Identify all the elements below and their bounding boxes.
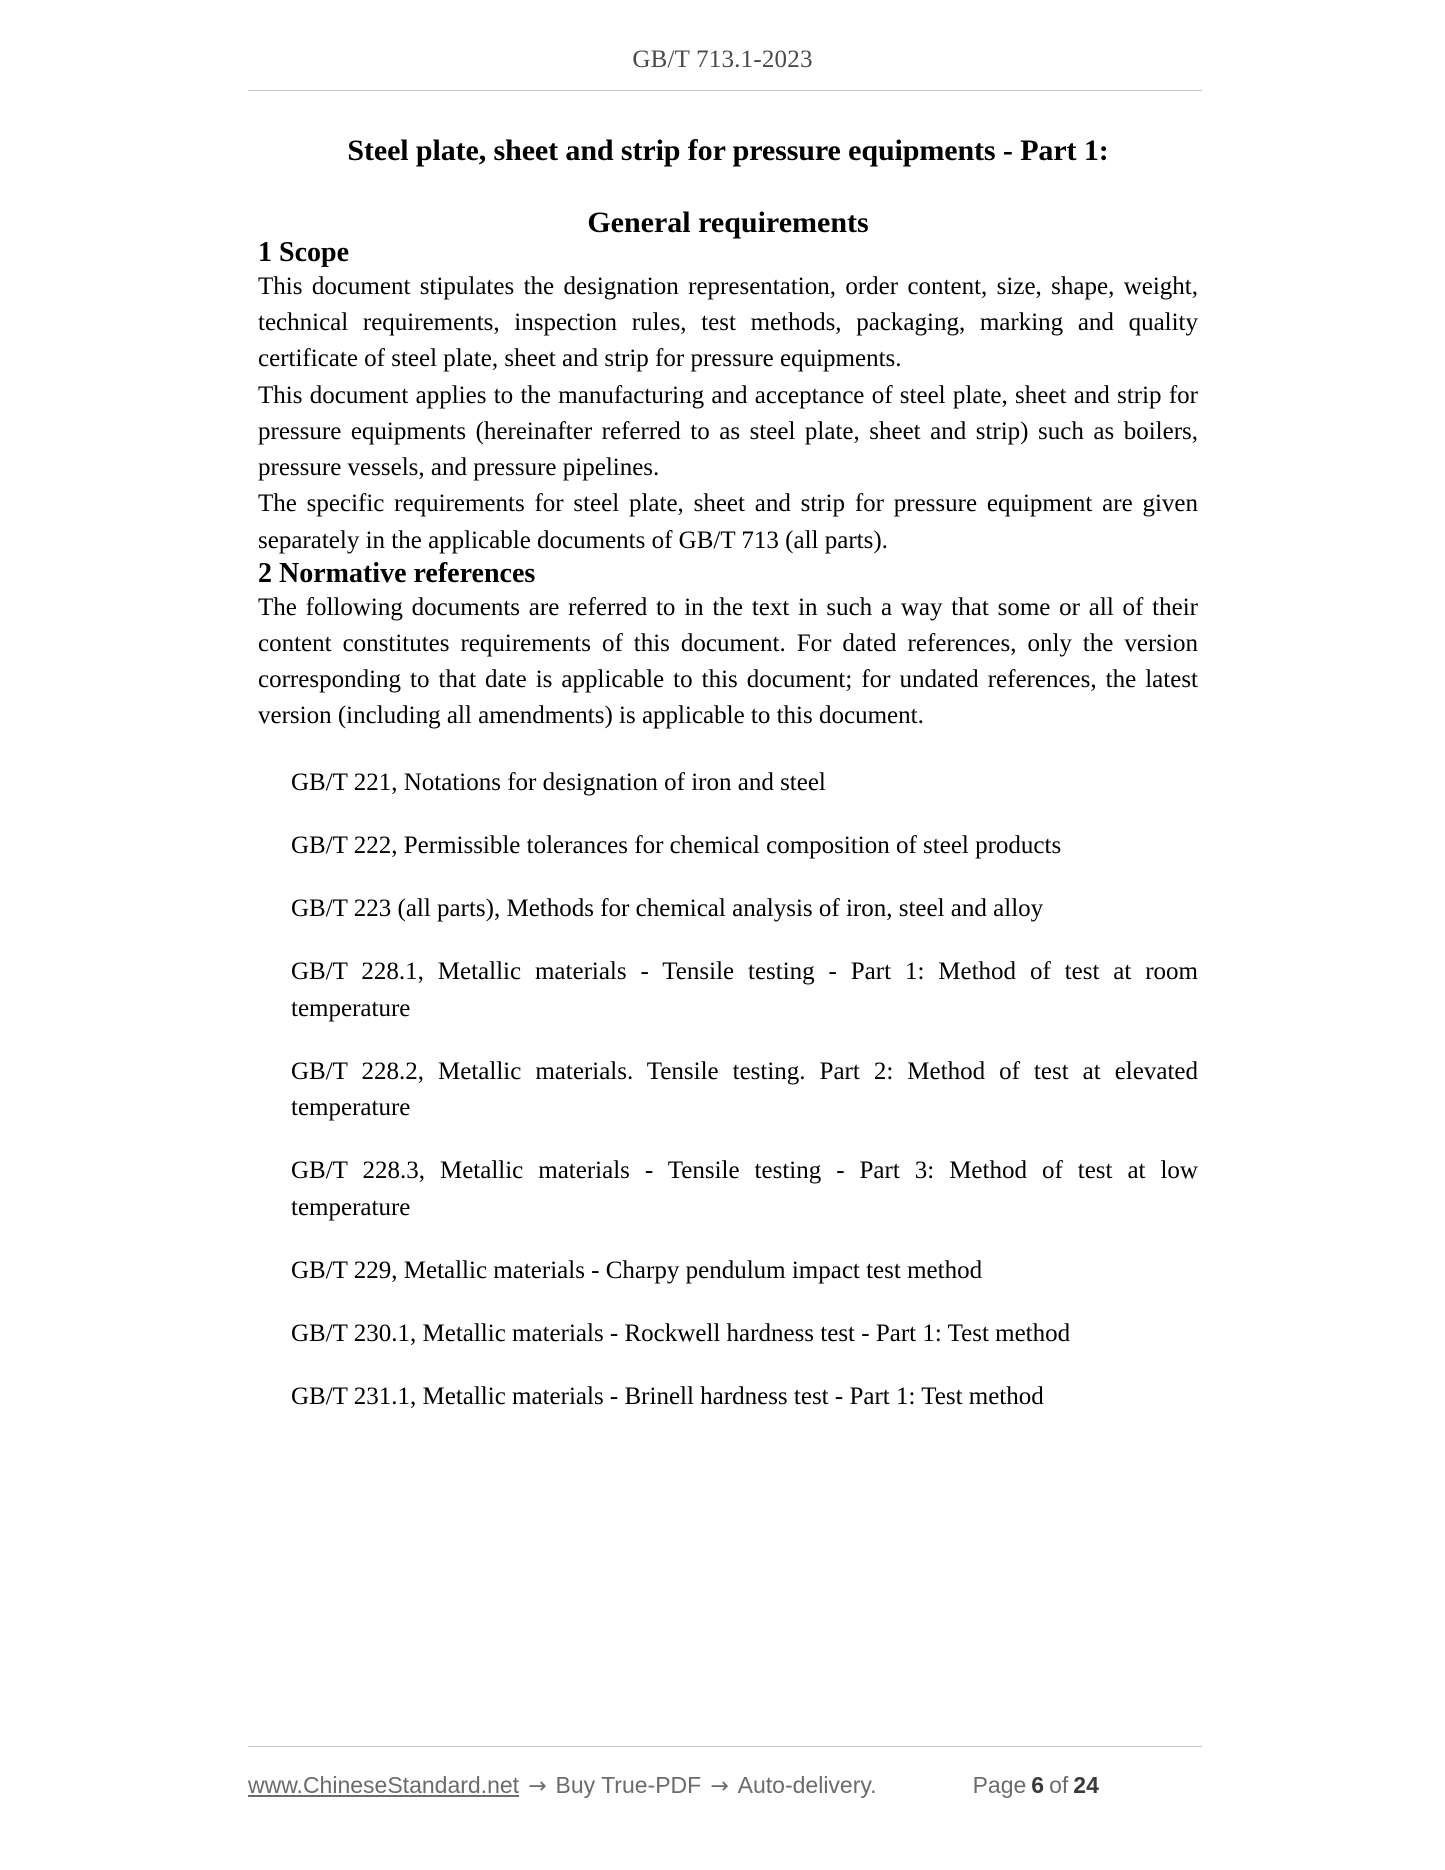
list-item: GB/T 223 (all parts), Methods for chemical analysis of iron, steel and alloy [291, 895, 1044, 923]
list-item: GB/T 228.1, Metallic materials - Tensile testing - Part 1: Method of test at room temperature [291, 958, 1198, 1022]
scope-paragraph-2: This document applies to the manufacturing and acceptance of steel plate, sheet and strip for pressure equipments (hereinafter referred to as steel plate, sheet and strip) such as boilers, pressure vessels, and pressure pipelines. [258, 381, 1198, 482]
scope-paragraph-1: This document stipulates the designation representation, order content, size, shape, weight, technical requirements, inspection rules, test methods, packaging, marking and quality certificate of steel plate, sheet and strip for pressure equipments. [258, 272, 1198, 373]
list-item: GB/T 231.1, Metallic materials - Brinell hardness test - Part 1: Test method [291, 1383, 1044, 1411]
arrow-right-icon: → [710, 1773, 729, 1799]
document-title [258, 136, 1198, 238]
page-indicator [973, 1772, 1104, 1799]
scope-paragraph-3: The specific requirements for steel plate, sheet and strip for pressure equipment are given separately in the applicable documents of GB/T 713 (all parts). [258, 490, 1198, 554]
section-heading-scope: 1 Scope [258, 237, 349, 268]
footer-promo-buy-true-pdf: Buy True-PDF [555, 1771, 702, 1798]
list-item: GB/T 228.3, Metallic materials - Tensile testing - Part 3: Method of test at low temperature [291, 1157, 1198, 1221]
list-item: GB/T 221, Notations for designation of iron and steel [291, 768, 826, 796]
page-label: Page [972, 1771, 1027, 1798]
document-content [258, 118, 1198, 1416]
running-header [0, 46, 1445, 74]
page-number: 6 [1031, 1771, 1045, 1798]
arrow-right-icon: → [528, 1773, 547, 1799]
document-title-line-2: General requirements [587, 206, 869, 239]
document-title-line-1: Steel plate, sheet and strip for pressure equipments - Part 1: [347, 134, 1109, 167]
normative-references-intro: The following documents are referred to in the text in such a way that some or all of their content constitutes requirements of this document. For dated references, only the version corresponding to that date is applicable to this document; for undated references, the latest version (including all amendments) is applicable to this document. [258, 593, 1198, 730]
header-standard-number: GB/T 713.1-2023 [632, 46, 813, 73]
footer-promo-auto-delivery: Auto-delivery. [737, 1771, 877, 1798]
list-item: GB/T 228.2, Metallic materials. Tensile testing. Part 2: Method of test at elevated temperature [291, 1057, 1198, 1122]
footer-promo [248, 1772, 877, 1799]
list-item: GB/T 229, Metallic materials - Charpy pendulum impact test method [291, 1256, 983, 1284]
page-footer [248, 1765, 1202, 1805]
of-label: of [1049, 1771, 1069, 1798]
header-divider [248, 90, 1202, 91]
footer-divider [248, 1746, 1202, 1747]
total-pages: 24 [1073, 1771, 1099, 1798]
list-item: GB/T 222, Permissible tolerances for chemical composition of steel products [291, 831, 1062, 859]
list-item: GB/T 230.1, Metallic materials - Rockwell hardness test - Part 1: Test method [291, 1320, 1071, 1348]
section-heading-normative-references: 2 Normative references [258, 557, 536, 589]
footer-site-link[interactable]: www.ChineseStandard.net [248, 1771, 520, 1798]
normative-reference-list [258, 765, 1198, 1416]
